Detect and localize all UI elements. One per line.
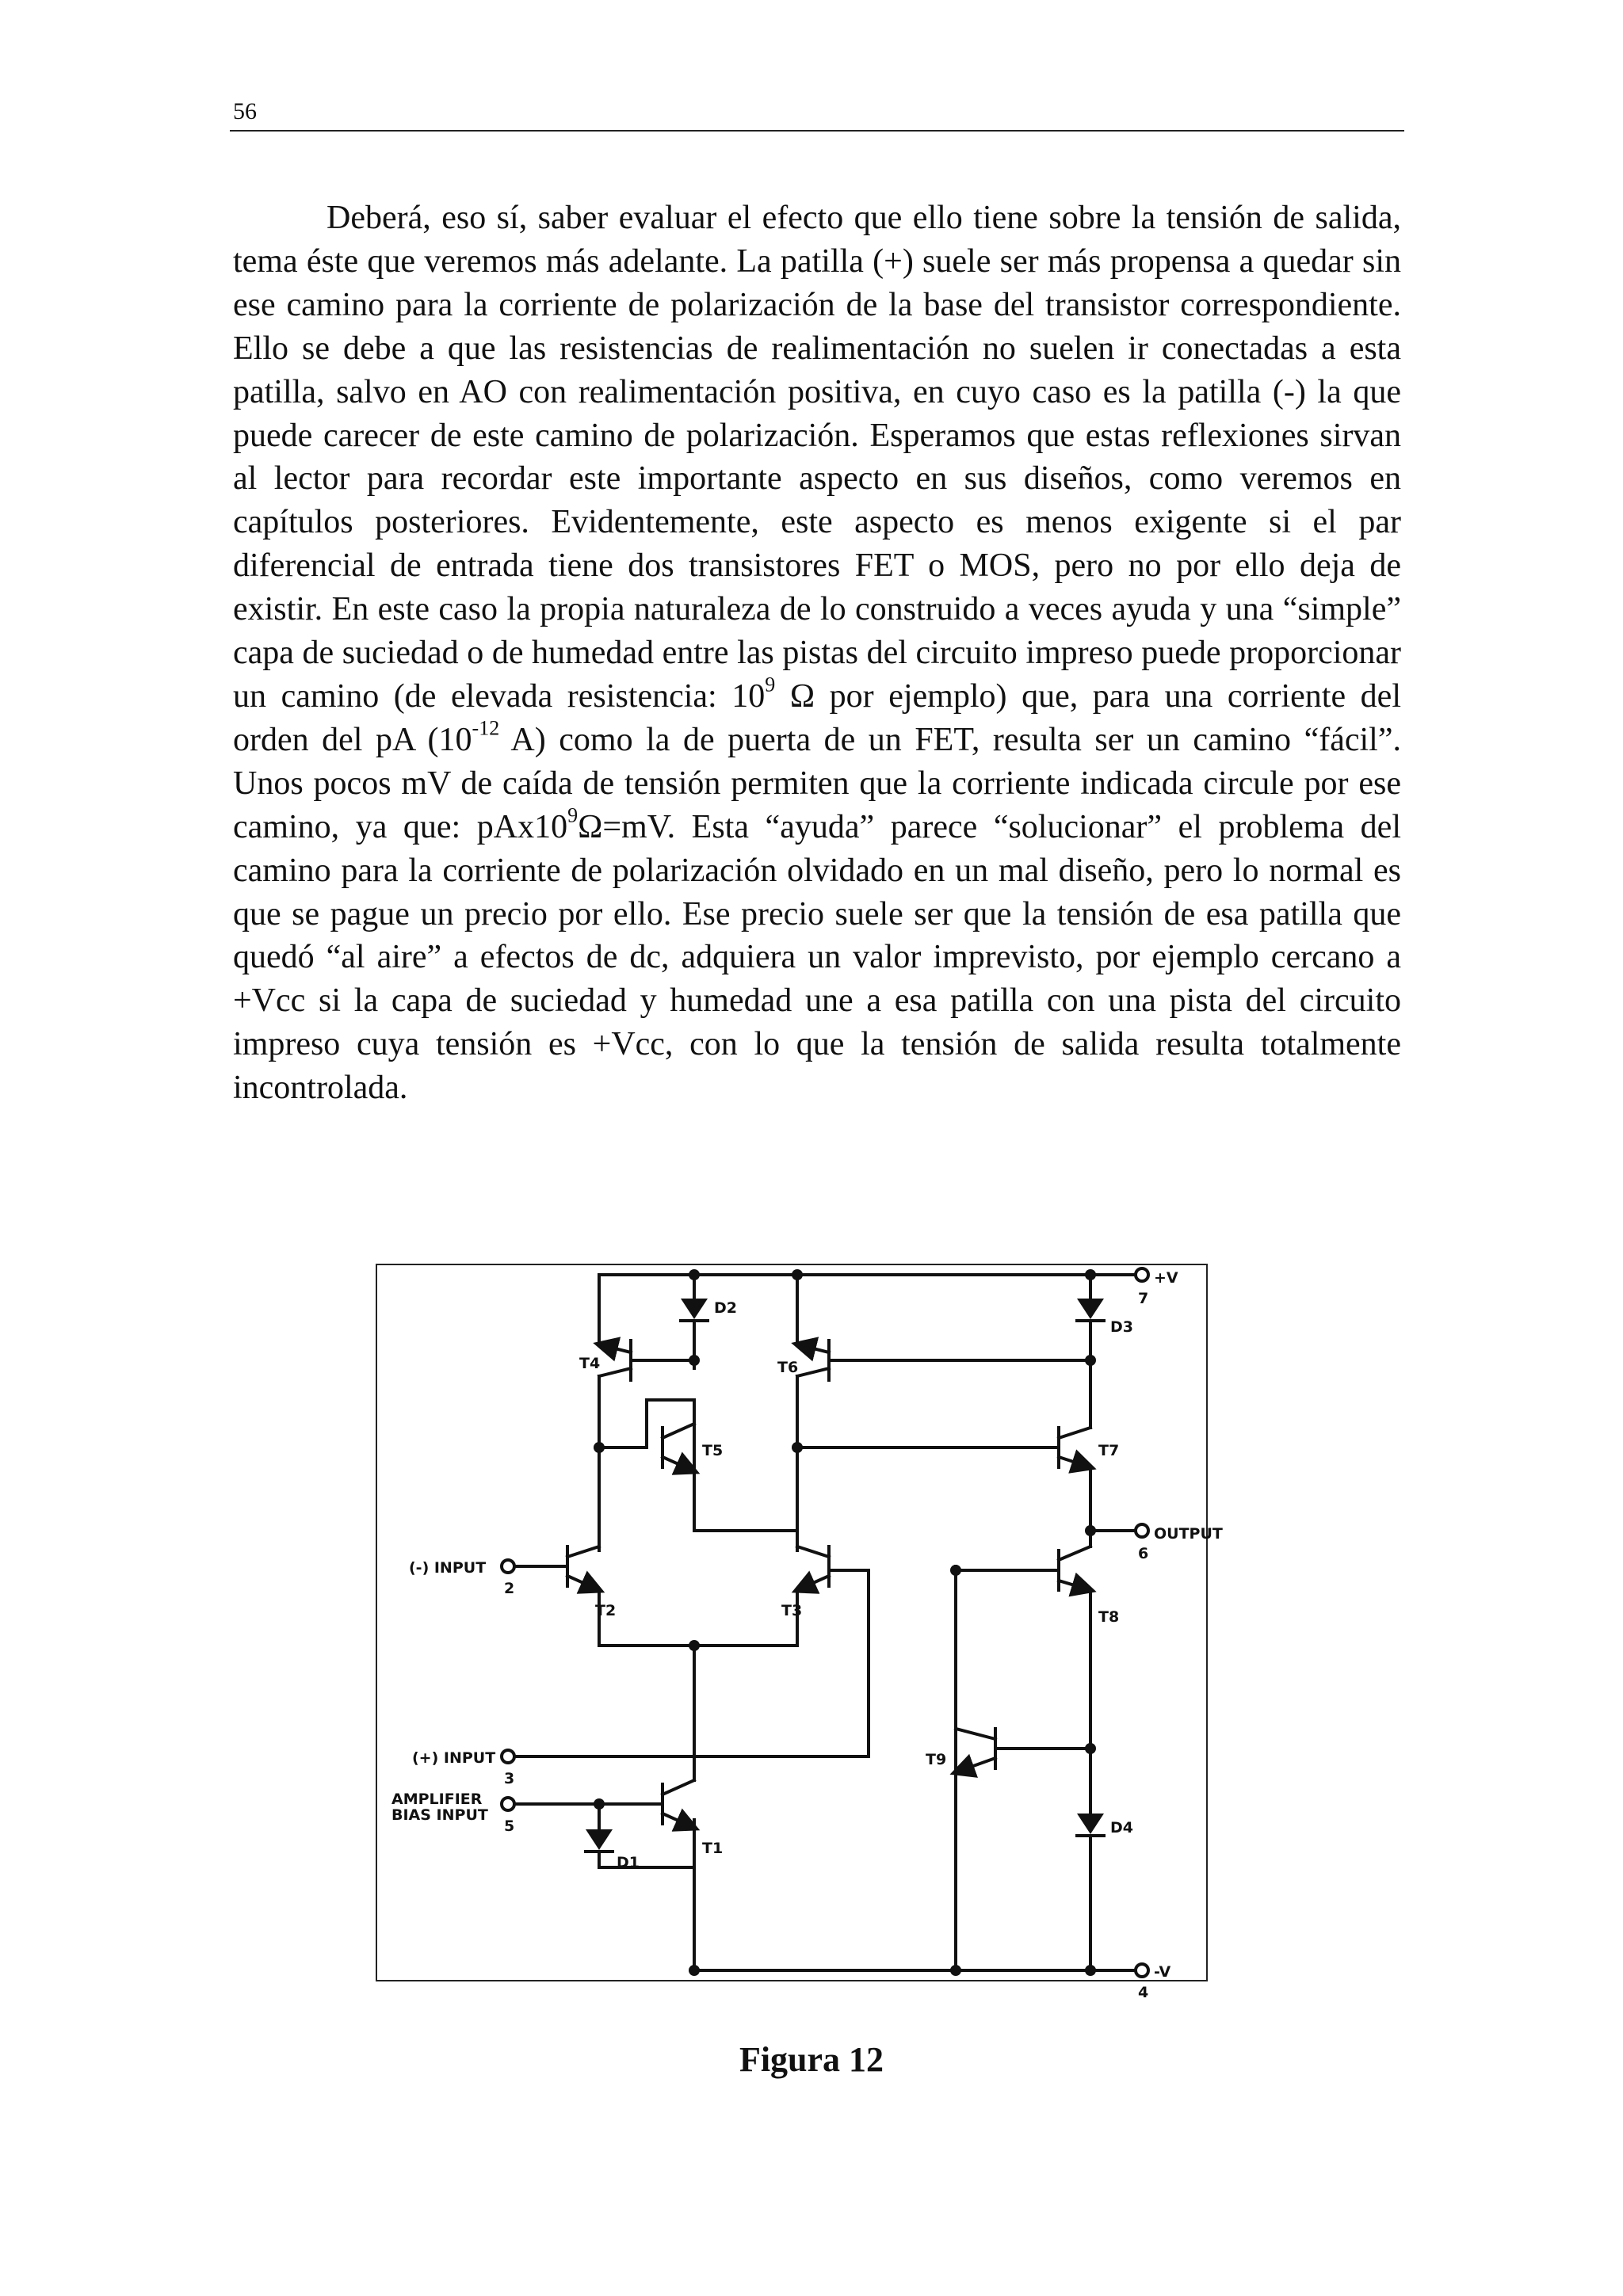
text-run-1: Deberá, eso sí, saber evaluar el efecto que ello tiene sobre la tensión de salida, tema éste que veremos más adelante. La patilla (+) suele ser más propensa a quedar sin ese camino para la corriente de polarización de la base del transistor correspondiente. Ello se debe a que las resistencias de realimentación no suelen ir conectadas a esta patilla, salvo en AO con realimentación positiva, en cuyo caso es la patilla (-) la que puede carecer de este camino de polarización. Esperamos que estas reflexiones sirvan al lector para recordar este importante aspecto en sus diseños, como veremos en capítulos posteriores. Evidentemente, este aspecto es menos exigente si el par diferencial de entrada tiene dos transistores FET o MOS, pero no por ello deja de existir. En este caso la propia naturaleza de lo construido a veces ayuda y una “simple” capa de suciedad o de humedad entre las pistas del circuito impreso puede proporcionar un camino (de elevada resistencia: 10	[233, 200, 1401, 715]
transistor-t4	[599, 1341, 694, 1380]
diode-d1	[586, 1829, 613, 1852]
circuit-schematic	[377, 1265, 1223, 2001]
transistor-t1	[599, 1780, 694, 1867]
label-d4: D4	[1110, 1819, 1133, 1836]
label-d3: D3	[1110, 1318, 1133, 1336]
label-bias-line1: AMPLIFIER	[391, 1791, 483, 1808]
page-number: 56	[233, 98, 257, 124]
label-output: OUTPUT	[1154, 1525, 1223, 1543]
transistor-t9	[956, 1729, 995, 1772]
label-pin4: 4	[1138, 1984, 1149, 2001]
junction-dots	[594, 1269, 1096, 1976]
label-pin3: 3	[504, 1770, 515, 1787]
transistor-t7	[995, 1428, 1090, 1467]
wire-noninv-input	[512, 1570, 869, 1756]
label-t8: T8	[1098, 1608, 1120, 1626]
circuit-figure	[376, 1264, 1223, 2001]
transistor-t8	[956, 1547, 1090, 1590]
label-pin5: 5	[504, 1817, 515, 1835]
label-pin6: 6	[1138, 1545, 1149, 1562]
label-bias-line2: BIAS INPUT	[391, 1806, 488, 1824]
diode-d4	[1077, 1814, 1104, 1836]
text-run-2: Ω por ejemplo) que, para una corriente del orden del pA (10	[233, 677, 1401, 758]
transistor-t3	[797, 1547, 829, 1590]
wire-t5-cross	[599, 1400, 797, 1531]
label-pin7: 7	[1138, 1290, 1149, 1307]
superscript-exp-3: 9	[567, 803, 579, 827]
transistor-t6	[797, 1341, 1090, 1380]
label-vplus: +V	[1154, 1269, 1178, 1287]
label-noninv-input: (+) INPUT	[412, 1749, 496, 1767]
text-run-4: Ω=mV. Esta “ayuda” parece “solucionar” el problema del camino para la corriente de polarización olvidado en un mal diseño, pero lo normal es que se pague un precio por ello. Ese precio suele ser que la tensión de esa patilla que quedó “al aire” a efectos de dc, adquiera un valor imprevisto, por ejemplo cercano a +Vcc si la capa de suciedad y humedad une a esa patilla con una pista del circuito impreso cuya tensión es +Vcc, con lo que la tensión de salida resulta totalmente incontrolada.	[233, 808, 1401, 1107]
label-d2: D2	[714, 1299, 737, 1317]
figure-caption: Figura 12	[739, 2040, 884, 2079]
label-t7: T7	[1098, 1442, 1120, 1459]
label-t6: T6	[777, 1359, 799, 1376]
transistor-t5	[663, 1424, 694, 1471]
label-d1: D1	[617, 1854, 640, 1871]
superscript-exp-1: 9	[765, 673, 776, 696]
label-t5: T5	[702, 1442, 724, 1459]
header-rule	[230, 130, 1404, 132]
wire-t2-emitter	[599, 1590, 797, 1646]
label-t9: T9	[926, 1751, 947, 1768]
transistor-t2	[567, 1547, 599, 1590]
label-t1: T1	[702, 1840, 724, 1857]
diode-d2	[681, 1299, 708, 1321]
diode-d3	[1077, 1299, 1104, 1321]
label-t3: T3	[781, 1602, 803, 1619]
label-vminus: -V	[1154, 1963, 1171, 1981]
label-pin2: 2	[504, 1580, 515, 1597]
label-t4: T4	[579, 1355, 601, 1372]
body-paragraph	[233, 196, 1401, 1110]
label-inv-input: (-) INPUT	[409, 1559, 487, 1577]
text-run-3: A) como la de puerta de un FET, resulta ser un camino “fácil”. Unos pocos mV de caída de tensión permiten que la corriente indicada circule por ese camino, ya que: pAx10	[233, 721, 1401, 845]
superscript-exp-2: -12	[472, 716, 500, 740]
label-t2: T2	[595, 1602, 617, 1619]
